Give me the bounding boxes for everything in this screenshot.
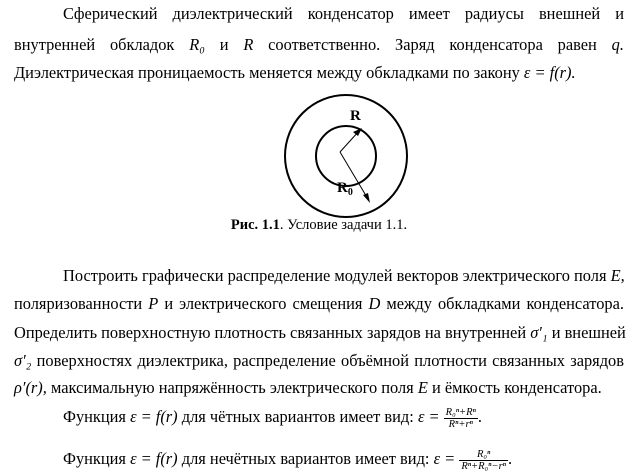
odd-end: . [507, 449, 513, 468]
task-text-2b: и электрического смещения [164, 294, 363, 313]
task-text-2c: между обкладками конденсатора. [386, 294, 624, 313]
task-line-2 [14, 294, 624, 314]
figure-caption [0, 216, 638, 234]
odd-lhs: ε = [433, 449, 456, 468]
task-text-5a: максимальную напряжённость электрического поля [50, 378, 414, 397]
odd-numerator: R₀ⁿ [459, 449, 508, 461]
symbol-sigma2: σ′₂ [14, 351, 32, 370]
task-text-1: Построить графически распределение модулей векторов электрического поля [63, 266, 607, 285]
caption-text: . Условие задачи 1.1. [279, 217, 408, 233]
even-lhs: ε = [417, 407, 440, 426]
odd-fraction [459, 449, 508, 472]
symbol-d: D [368, 294, 381, 313]
even-text: для чётных вариантов имеет вид: [181, 407, 414, 426]
symbol-r: R [243, 35, 254, 54]
task-line-4 [14, 351, 624, 371]
task-line-3 [14, 323, 624, 343]
even-denominator: Rⁿ+rⁿ [448, 418, 473, 430]
formula-odd-line [63, 446, 638, 472]
odd-denominator: Rⁿ+R₀ⁿ−rⁿ [461, 460, 506, 472]
intro-text-2b: и [219, 35, 229, 54]
task-text-3a: Определить поверхностную плотность связанных зарядов на внутренней [14, 323, 527, 342]
task-line-5 [14, 378, 624, 398]
even-prefix: Функция [63, 407, 126, 426]
symbol-r0: R₀ [189, 35, 205, 54]
even-end: . [477, 407, 482, 426]
outer-circle [285, 95, 407, 217]
even-numerator: R₀ⁿ+Rⁿ [445, 406, 476, 418]
odd-text: для нечётных вариантов имеет вид: [181, 449, 430, 468]
symbol-sigma1: σ′₁ [530, 323, 548, 342]
task-text-3b: и внешней [551, 323, 626, 342]
label-outer-radius: R [350, 108, 361, 124]
intro-text-2a: внутренней обкладок [14, 35, 175, 54]
symbol-q: q. [611, 35, 624, 54]
formula-even-line [63, 404, 638, 430]
task-line-1 [63, 266, 624, 286]
odd-prefix: Функция [63, 449, 126, 468]
task-text-4: поверхностях диэлектрика, распределение объёмной плотности связанных зарядов [36, 351, 624, 370]
intro-text-1: Сферический диэлектрический конденсатор имеет радиусы внешней и [63, 4, 624, 23]
odd-func: ε = f(r) [130, 449, 178, 468]
intro-text-2c: соответственно. Заряд конденсатора равен [268, 35, 597, 54]
even-fraction [444, 407, 478, 430]
inner-circle [316, 126, 376, 186]
intro-text-3: Диэлектрическая проницаемость меняется между обкладками по закону [14, 63, 520, 82]
symbol-e: E, [610, 266, 625, 285]
task-text-2a: поляризованности [14, 294, 143, 313]
caption-number: Рис. 1.1 [230, 217, 280, 233]
even-func: ε = f(r) [130, 407, 178, 426]
task-text-5b: и ёмкость конденсатора. [431, 378, 602, 397]
symbol-p: P [148, 294, 159, 313]
label-inner-radius: $R_0$ [337, 180, 353, 198]
symbol-rho: ρ′(r), [14, 378, 47, 397]
symbol-e-max: E [417, 378, 428, 397]
radius-r0-arrowhead [363, 193, 370, 203]
epsilon-law: ε = f(r). [523, 63, 576, 82]
